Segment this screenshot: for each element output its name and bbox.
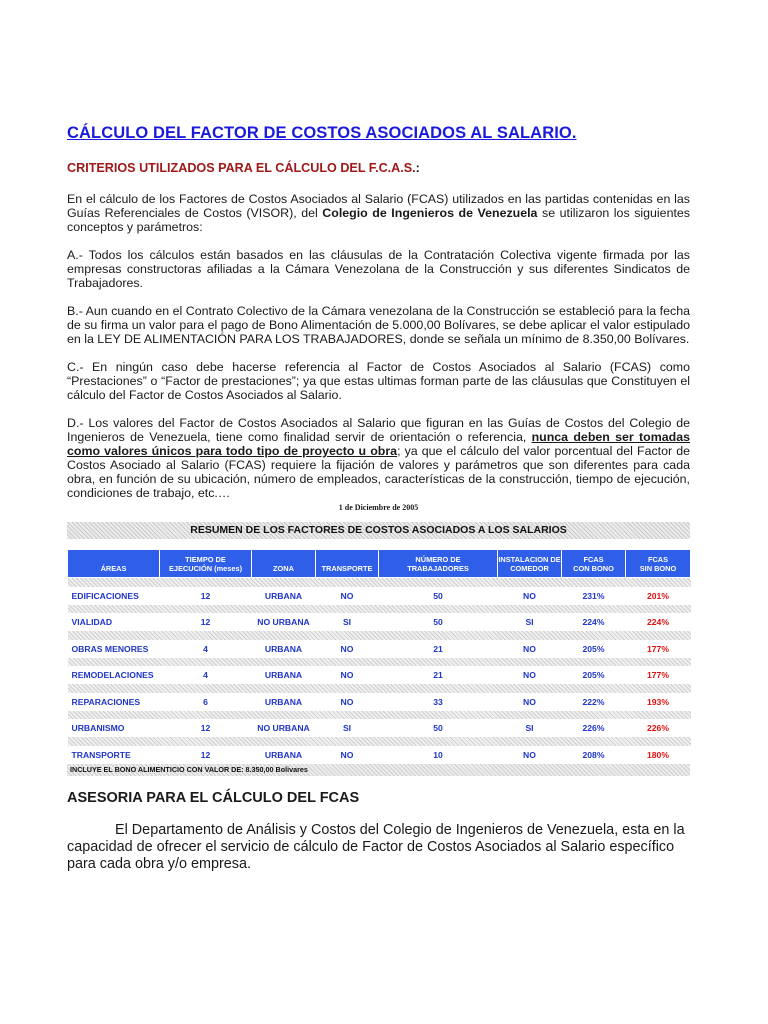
criterion-c: C.- En ningún caso debe hacerse referencia al Factor de Costos Asociados al Salario (FCAS) como “Prestaciones” o “Factor de prestaciones”; ya que estas ultimas forman parte de las cláusulas que Constituyen el cálculo del Factor de Costos Asociados al Salario. xyxy=(67,360,690,402)
cell-area: VIALIDAD xyxy=(71,617,113,627)
intro-text-start: En el cálculo de los Factores de Costos Asociados al Salario (FCAS) utilizados en las partidas contenidas en las Guías Referenciales de Costos (VISOR), del xyxy=(67,192,690,220)
table-row xyxy=(68,640,691,658)
intro-organization: Colegio de Ingenieros de Venezuela xyxy=(322,206,538,220)
cell-comedor: NO xyxy=(523,749,536,760)
cell-fcas-con-bono: 208% xyxy=(582,749,605,760)
header-tiempo-line2: EJECUCIÓN (meses) xyxy=(168,563,243,573)
cell-transporte: NO xyxy=(340,590,354,601)
cell-zona: NO URBANA xyxy=(257,617,310,627)
criteria-heading xyxy=(67,161,690,175)
table-row xyxy=(68,666,691,684)
table-row xyxy=(68,693,691,711)
fcas-table-body xyxy=(68,578,691,764)
cell-zona: URBANA xyxy=(264,749,303,760)
table-row xyxy=(68,719,691,737)
summary-banner: RESUMEN DE LOS FACTORES DE COSTOS ASOCIADOS A LOS SALARIOS xyxy=(67,522,690,539)
cell-fcas-sin-bono: 224% xyxy=(647,617,669,627)
header-trabajadores xyxy=(379,550,498,578)
cell-tiempo: 4 xyxy=(203,670,208,680)
cell-transporte: NO xyxy=(340,643,354,654)
cell-trabajadores: 50 xyxy=(433,617,443,627)
cell-tiempo: 12 xyxy=(200,723,211,733)
cell-fcas-con-bono: 222% xyxy=(582,696,605,707)
cell-fcas-con-bono: 231% xyxy=(582,590,605,601)
cell-tiempo: 12 xyxy=(200,617,211,627)
cell-fcas-sin-bono: 201% xyxy=(647,590,669,601)
header-comedor-line2: COMEDOR xyxy=(510,563,549,573)
criterion-d-start: D.- Los valores del Factor de Costos Asociados al Salario que figuran en las Guías de Costos del Colegio de Ingenieros de Venezuela, tiene como finalidad servir de orientación o referencia, xyxy=(67,416,690,444)
header-areas-label: ÁREAS xyxy=(100,563,127,573)
header-trabajadores-line1: NÚMERO DE xyxy=(415,554,461,564)
criterion-d-emphasis: nunca deben ser tomadas como valores únicos para todo tipo de proyecto u obra xyxy=(67,430,690,458)
cell-fcas-sin-bono: 177% xyxy=(647,670,669,680)
table-footnote: INCLUYE EL BONO ALIMENTICIO CON VALOR DE: 8.350,00 Bolivares xyxy=(67,764,690,776)
cell-zona: NO URBANA xyxy=(257,723,310,733)
cell-transporte: NO xyxy=(340,696,354,707)
fcas-table xyxy=(67,549,691,764)
header-fcas-sin-line2: SIN BONO xyxy=(639,563,677,573)
cell-area: OBRAS MENORES xyxy=(71,643,149,654)
header-fcas-sin-line1: FCAS xyxy=(647,554,669,564)
criteria-heading-colon: : xyxy=(415,161,420,175)
header-tiempo-line1: TIEMPO DE xyxy=(185,554,226,564)
cell-zona: URBANA xyxy=(264,696,303,707)
cell-fcas-con-bono: 205% xyxy=(582,670,605,680)
cell-zona: URBANA xyxy=(264,670,303,680)
row-separator xyxy=(68,605,691,614)
table-row xyxy=(68,746,691,764)
header-tiempo xyxy=(160,550,252,578)
cell-transporte: SI xyxy=(342,617,352,627)
criterion-b: B.- Aun cuando en el Contrato Colectivo de la Cámara venezolana de la Construcción se estableció para la fecha de su firma un valor para el pago de Bono Alimentación de 5.000,00 Bolívares, se debe aplicar el valor estipulado en la LEY DE ALIMENTACIÓN PARA LOS TRABAJADORES, donde se señala un mínimo de 8.350,00 Bolívares. xyxy=(67,304,690,346)
cell-comedor: SI xyxy=(525,723,534,733)
document-page xyxy=(67,124,690,873)
header-zona xyxy=(252,550,316,578)
cell-area: TRANSPORTE xyxy=(71,749,131,760)
criterion-d-end: ; ya que el cálculo del valor porcentual del Factor de Costos Asociado al Salario (FCAS) requiere la fijación de valores y parámetros que son diferentes para cada obra, en función de su ubicación, número de empleados, características de la construcción, tiempo de ejecución, condiciones de trabajo, etc.… xyxy=(67,444,691,500)
cell-area: REMODELACIONES xyxy=(71,670,154,680)
cell-transporte: NO xyxy=(340,670,354,680)
header-fcas-con-bono xyxy=(562,550,626,578)
cell-trabajadores: 50 xyxy=(433,590,443,601)
row-separator xyxy=(68,684,691,693)
department-paragraph: El Departamento de Análisis y Costos del Colegio de Ingenieros de Venezuela, esta en la capacidad de ofrecer el servicio de cálculo de Factor de Costos Asociados al Salario específico para cada obra y/o empresa. xyxy=(67,821,685,872)
cell-comedor: NO xyxy=(523,670,536,680)
cell-fcas-con-bono: 205% xyxy=(582,643,605,654)
header-areas xyxy=(68,550,160,578)
cell-fcas-sin-bono: 177% xyxy=(647,643,669,654)
cell-zona: URBANA xyxy=(264,643,303,654)
header-zona-label: ZONA xyxy=(273,563,294,573)
cell-fcas-sin-bono: 226% xyxy=(647,723,669,733)
header-fcas-sin-bono xyxy=(626,550,691,578)
cell-area: URBANISMO xyxy=(71,723,125,733)
cell-trabajadores: 50 xyxy=(433,723,443,733)
row-separator xyxy=(68,578,691,587)
cell-zona: URBANA xyxy=(264,590,303,601)
table-header-row xyxy=(68,550,691,578)
header-transporte xyxy=(316,550,379,578)
criterion-d xyxy=(67,416,690,500)
cell-trabajadores: 21 xyxy=(433,643,443,654)
cell-area: EDIFICACIONES xyxy=(71,590,139,601)
row-separator xyxy=(68,737,691,746)
intro-text-end: se utilizaron los siguientes conceptos y parámetros: xyxy=(67,206,690,234)
summary-date: 1 de Diciembre de 2005 xyxy=(338,503,419,512)
cell-fcas-con-bono: 224% xyxy=(582,617,605,627)
cell-fcas-sin-bono: 180% xyxy=(647,749,669,760)
cell-comedor: SI xyxy=(525,617,534,627)
fcas-summary xyxy=(67,522,690,776)
table-row xyxy=(68,613,691,631)
header-transporte-label: TRANSPORTE xyxy=(321,563,373,573)
criterion-a: A.- Todos los cálculos están basados en las cláusulas de la Contratación Colectiva vigente firmada por las empresas constructoras afiliadas a la Cámara Venezolana de la Construcción y sus diferentes Sindicatos de Trabajadores. xyxy=(67,248,690,290)
section-heading: ASESORIA PARA EL CÁLCULO DEL FCAS xyxy=(67,789,360,806)
intro-paragraph xyxy=(67,192,690,234)
cell-tiempo: 12 xyxy=(200,749,211,760)
criteria-heading-text: CRITERIOS UTILIZADOS PARA EL CÁLCULO DEL F.C.A.S. xyxy=(67,161,416,175)
cell-fcas-con-bono: 226% xyxy=(582,723,605,733)
header-comedor xyxy=(498,550,562,578)
row-separator xyxy=(68,658,691,667)
row-separator xyxy=(68,711,691,720)
document-title: CÁLCULO DEL FACTOR DE COSTOS ASOCIADOS AL SALARIO. xyxy=(67,124,577,142)
table-row xyxy=(68,587,691,605)
header-fcas-con-line2: CON BONO xyxy=(573,563,614,573)
cell-transporte: NO xyxy=(340,749,354,760)
cell-tiempo: 4 xyxy=(203,643,208,654)
cell-fcas-sin-bono: 193% xyxy=(647,696,669,707)
row-separator xyxy=(68,631,691,640)
cell-comedor: NO xyxy=(523,643,536,654)
cell-tiempo: 6 xyxy=(203,696,208,707)
cell-trabajadores: 10 xyxy=(433,749,443,760)
cell-trabajadores: 21 xyxy=(433,670,443,680)
cell-trabajadores: 33 xyxy=(433,696,443,707)
cell-comedor: NO xyxy=(523,590,536,601)
cell-comedor: NO xyxy=(523,696,536,707)
header-comedor-line1: INSTALACION DE xyxy=(498,554,561,564)
cell-tiempo: 12 xyxy=(200,590,211,601)
header-fcas-con-line1: FCAS xyxy=(583,554,604,564)
header-trabajadores-line2: TRABAJADORES xyxy=(407,563,469,573)
cell-transporte: SI xyxy=(342,723,352,733)
cell-area: REPARACIONES xyxy=(71,696,141,707)
